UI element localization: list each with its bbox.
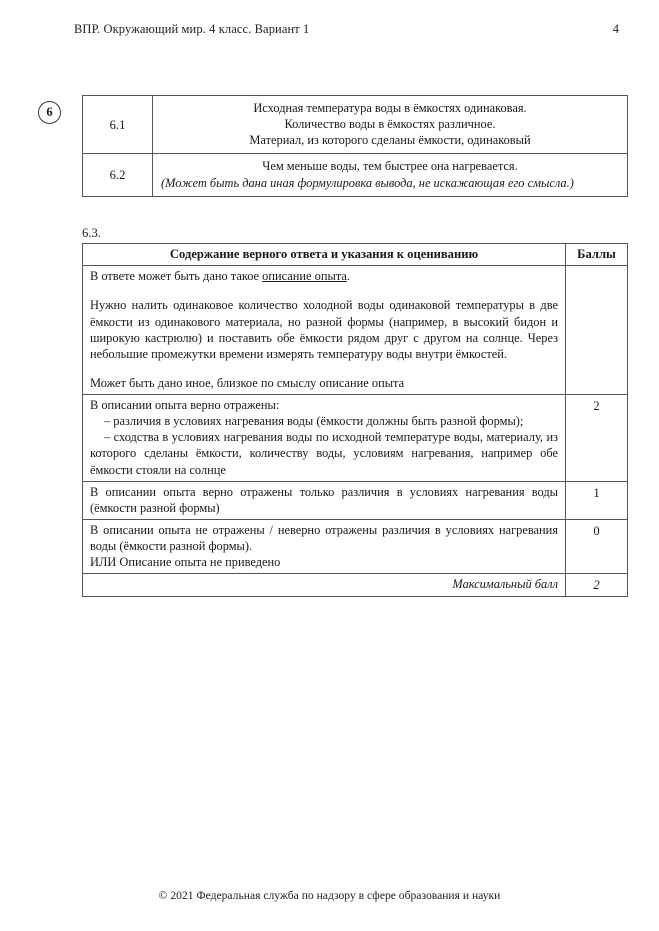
answer-line: Исходная температура воды в ёмкостях одинаковая. bbox=[253, 101, 527, 115]
table-row bbox=[83, 96, 628, 154]
answer-line: Материал, из которого сделаны ёмкости, одинаковый bbox=[249, 133, 531, 148]
rubric-criteria-1 bbox=[83, 481, 566, 519]
rubric-score-1: 1 bbox=[566, 481, 628, 519]
rubric-score-empty bbox=[566, 266, 628, 395]
model-answer-intro-text: В ответе может быть дано такое bbox=[90, 269, 263, 284]
rubric-score-0: 0 bbox=[566, 519, 628, 573]
rubric-table bbox=[82, 243, 628, 597]
question-number-badge bbox=[38, 101, 61, 124]
rubric-criteria-2 bbox=[83, 395, 566, 482]
criteria-text: В описании опыта не отражены / неверно отражены различия в условиях нагревания воды (ёмкости разной формы). bbox=[90, 522, 558, 554]
rubric-score-2: 2 bbox=[566, 395, 628, 482]
model-answer-body: Нужно налить одинаковое количество холодной воды одинаковой температуры в две ёмкости из одинакового материала, но разной формы (например, в высокий бидон и широкую кастрюлю) и поставить обе ёмкости рядом друг с другом на солнце. Через небольшие промежутки времени измерять температуру воды внутри ёмкостей. bbox=[90, 298, 558, 361]
table-row bbox=[83, 574, 628, 596]
criteria-text: В описании опыта верно отражены только различия в условиях нагревания воды (ёмкости разной формы) bbox=[90, 484, 558, 515]
table-row bbox=[83, 395, 628, 482]
model-answer-underlined: описание опыта bbox=[262, 269, 347, 284]
criteria-text-alt: ИЛИ Описание опыта не приведено bbox=[90, 555, 281, 570]
question-number-text: 6 bbox=[46, 105, 53, 119]
page-number: 4 bbox=[612, 22, 619, 36]
table-row bbox=[83, 154, 628, 196]
table-row bbox=[83, 481, 628, 519]
rubric-model-answer bbox=[83, 266, 566, 395]
answer-line: Количество воды в ёмкостях различное. bbox=[284, 117, 496, 132]
answer-body-6-2 bbox=[153, 154, 628, 196]
criteria-bullet: – сходства в условиях нагревания воды по исходной температуре воды, материалу, из которого сделаны ёмкости, количеству воды, условиям нагревания, например обе ёмкости стояли на солнце bbox=[90, 430, 558, 477]
max-score-value: 2 bbox=[566, 574, 628, 596]
answer-note: (Может быть дана иная формулировка вывода, не искажающая его смысла.) bbox=[161, 175, 574, 190]
criteria-bullet: – различия в условиях нагревания воды (ёмкости должны быть разной формы); bbox=[104, 414, 524, 429]
column-header-score: Баллы bbox=[566, 244, 628, 266]
criteria-intro: В описании опыта верно отражены: bbox=[90, 398, 280, 413]
model-answer-intro bbox=[90, 268, 558, 284]
answer-line: Чем меньше воды, тем быстрее она нагревается. bbox=[262, 159, 518, 174]
subsection-label: 6.3. bbox=[82, 226, 101, 240]
table-row bbox=[83, 519, 628, 573]
column-header-content: Содержание верного ответа и указания к оцениванию bbox=[83, 244, 566, 266]
answer-label-6-1: 6.1 bbox=[83, 96, 153, 154]
page-header bbox=[74, 22, 619, 40]
answer-body-6-1 bbox=[153, 96, 628, 154]
paragraph-spacer bbox=[90, 284, 558, 297]
answer-label-6-2: 6.2 bbox=[83, 154, 153, 196]
paragraph-spacer bbox=[90, 362, 558, 375]
answers-table bbox=[82, 95, 628, 197]
table-row bbox=[83, 266, 628, 395]
max-score-label: Максимальный балл bbox=[83, 574, 566, 596]
table-header-row bbox=[83, 244, 628, 266]
page-footer: © 2021 Федеральная служба по надзору в сфере образования и науки bbox=[158, 889, 501, 902]
rubric-criteria-0 bbox=[83, 519, 566, 573]
header-title: ВПР. Окружающий мир. 4 класс. Вариант 1 bbox=[74, 22, 310, 36]
model-answer-closing: Может быть дано иное, близкое по смыслу описание опыта bbox=[90, 375, 405, 390]
model-answer-intro-tail: . bbox=[346, 269, 350, 284]
